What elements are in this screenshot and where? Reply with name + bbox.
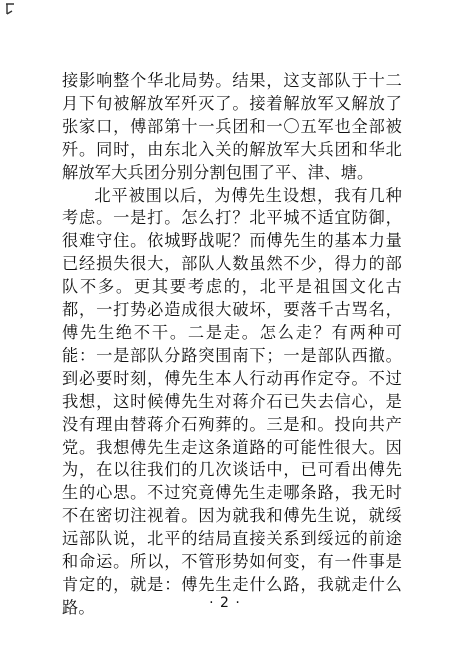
page-number: · 2 · [209, 595, 241, 611]
body-text [62, 70, 402, 620]
corner-binding-mark [4, 2, 16, 16]
paragraph-1: 接影响整个华北局势。结果，这支部队于十二月下旬被解放军歼灭了。接着解放军又解放了张家口，傅部第十一兵团和一〇五军也全部被歼。同时，由东北入关的解放军大兵团和华北解放军大兵团分别分割包围了平、津、塘。 [62, 71, 402, 182]
paragraph-2: 北平被围以后，为傅先生设想，我有几种考虑。一是打。怎么打？北平城不适宜防御，很难守住。依城野战呢？而傅先生的基本力量已经损失很大，部队人数虽然不少，得力的部队不多。更其要考虑的，北平是祖国文化古都，一打势必造成很大破坏，要落千古骂名，傅先生绝不干。二是走。怎么走？有两种可能：一是部队分路突围南下；一是部队西撤。到必要时刻，傅先生本人行动再作定夺。不过我想，这时候傅先生对蒋介石已失去信心，是没有理由替蒋介石殉葬的。三是和。投向共产党。我想傅先生走这条道路的可能性很大。因为，在以往我们的几次谈话中，已可看出傅先生的心思。不过究竟傅先生走哪条路，我无时不在密切注视着。因为就我和傅先生说，就绥远部队说，北平的结局直接关系到绥远的前途和命运。所以，不管形势如何变，有一件事是肯定的，就是：傅先生走什么路，我就走什么路。 [62, 185, 402, 617]
